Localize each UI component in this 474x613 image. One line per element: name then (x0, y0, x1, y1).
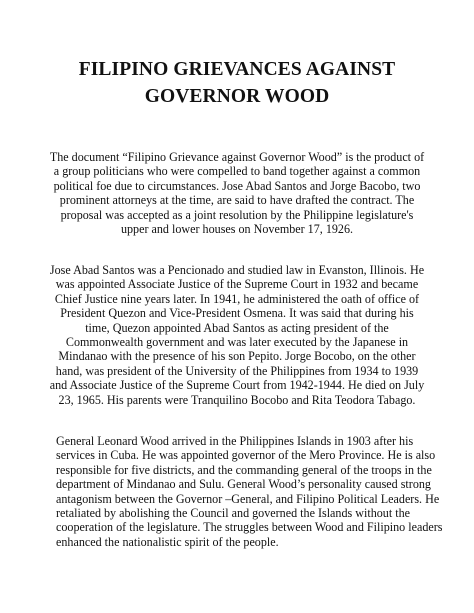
paragraph-line: Jose Abad Santos was a Pencionado and studied law in Evanston, Illinois. He (49, 263, 425, 277)
paragraph-line: General Leonard Wood arrived in the Philippines Islands in 1903 after his (56, 434, 414, 448)
paragraph-line: responsible for five districts, and the commanding general of the troops in the (56, 462, 432, 477)
paragraph-line: political foe due to circumstances. Jose Abad Santos and Jorge Bacobo, two (53, 178, 421, 193)
paragraph-line: enhanced the nationalistic spirit of the people. (56, 534, 279, 549)
paragraph-line: services in Cuba. He was appointed governor of the Mero Province. He is also (56, 448, 436, 463)
paragraph-authors-biography (48, 263, 426, 407)
paragraph-line: antagonism between the Governor –General, and Filipino Political Leaders. He (56, 491, 440, 506)
paragraph-line: cooperation of the legislature. The struggles between Wood and Filipino leaders (56, 520, 443, 535)
paragraph-general-wood (56, 434, 443, 549)
paragraph-line: retaliated by abolishing the Council and governed the Islands without the (56, 506, 410, 521)
paragraph-line: a group politicians who were compelled to band together against a common (53, 164, 421, 179)
paragraph-line: was appointed Associate Justice of the Supreme Court in 1932 and became (55, 277, 419, 292)
paragraph-line: President Quezon and Vice-President Osmena. It was said that during his (60, 306, 414, 321)
document-title (0, 56, 474, 110)
paragraph-line: proposal was accepted as a joint resolution by the Philippine legislature's (60, 207, 414, 222)
paragraph-line: upper and lower houses on November 17, 1926. (120, 222, 354, 237)
paragraph-line: Commonwealth government and was later executed by the Japanese in (65, 335, 409, 350)
paragraph-line: The document “Filipino Grievance against Governor Wood” is the product of (49, 150, 425, 164)
paragraph-line: hand, was president of the University of the Philippines from 1934 to 1939 (55, 363, 419, 378)
title-line-1: FILIPINO GRIEVANCES AGAINST (78, 59, 396, 80)
paragraph-line: 23, 1965. His parents were Tranquilino Bocobo and Rita Teodora Tabago. (58, 392, 416, 407)
paragraph-line: and Associate Justice of the Supreme Court from 1942-1944. He died on July (49, 378, 425, 393)
paragraph-line: Chief Justice nine years later. In 1941, he administered the oath of office of (54, 291, 420, 306)
title-line-2: GOVERNOR WOOD (144, 86, 330, 107)
paragraph-line: prominent attorneys at the time, are said to have drafted the contract. The (59, 193, 415, 208)
paragraph-document-origin (48, 150, 426, 236)
paragraph-line: time, Quezon appointed Abad Santos as acting president of the (85, 320, 389, 335)
paragraph-line: Mindanao with the presence of his son Pepito. Jorge Bocobo, on the other (58, 349, 416, 364)
paragraph-line: department of Mindanao and Sulu. General Wood’s personality caused strong (56, 477, 431, 492)
